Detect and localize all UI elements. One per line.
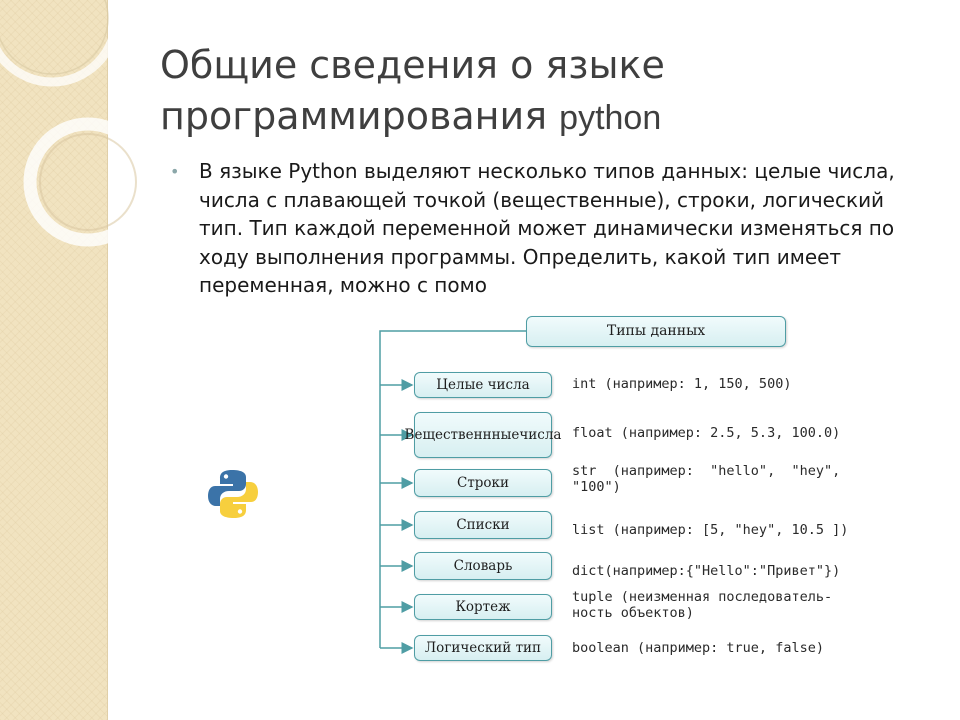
type-example-line: tuple (неизменная последователь-: [572, 589, 833, 605]
type-example: [572, 563, 840, 579]
title-line-2: программирования: [160, 94, 560, 138]
slide-title: [160, 40, 920, 144]
type-node: [404, 412, 562, 458]
type-node: [414, 594, 552, 620]
title-line-1: Общие сведения о языке: [160, 43, 665, 87]
type-example: [572, 376, 791, 392]
type-example: [572, 463, 840, 495]
type-example-line: str (например: "hello", "hey",: [572, 463, 841, 479]
type-node: [414, 511, 552, 539]
body-paragraph: В языке Python выделяют несколько типов данных: целые числа, числа с плавающей точкой (вещественные), строки, логический тип. Тип каждой переменной может динамически изменяться по ходу выполнения программы. Определить, какой тип имеет переменная, можно с помо: [199, 159, 895, 297]
root-node-label: Типы данных: [606, 323, 706, 339]
type-example: [572, 425, 840, 441]
type-node-label: Логический тип: [424, 639, 542, 656]
type-node-label-line2: числа: [519, 426, 562, 443]
type-node-label: Целые числа: [436, 376, 530, 393]
type-example-line: int (например: 1, 150, 500): [572, 376, 792, 392]
type-example: [572, 640, 824, 656]
type-node-label: Вещественнные: [404, 426, 520, 443]
bullet-marker: •: [170, 162, 180, 181]
decorative-circles: [0, 0, 140, 300]
python-logo-icon: [207, 468, 259, 520]
data-types-root-node: [526, 316, 786, 347]
type-example-line: boolean (например: true, false): [572, 640, 824, 656]
type-example: [572, 522, 848, 538]
type-node: [414, 469, 552, 497]
type-example-line: dict(например:{"Hello":"Привет"}): [572, 563, 841, 579]
type-node-label: Строки: [456, 474, 509, 491]
type-node-label: Списки: [456, 516, 510, 533]
type-example: [572, 589, 832, 621]
type-node-label: Словарь: [453, 557, 513, 574]
type-node: [414, 372, 552, 398]
title-python-word: python: [559, 99, 662, 137]
type-node: [414, 552, 552, 580]
type-example-line: float (например: 2.5, 5.3, 100.0): [572, 425, 841, 441]
type-example-line2: "100"): [572, 479, 621, 495]
type-example-line: list (например: [5, "hey", 10.5 ]): [572, 522, 849, 538]
type-example-line2: ность объектов): [572, 605, 694, 621]
type-node: [414, 635, 552, 661]
type-node-label: Кортеж: [455, 598, 511, 615]
